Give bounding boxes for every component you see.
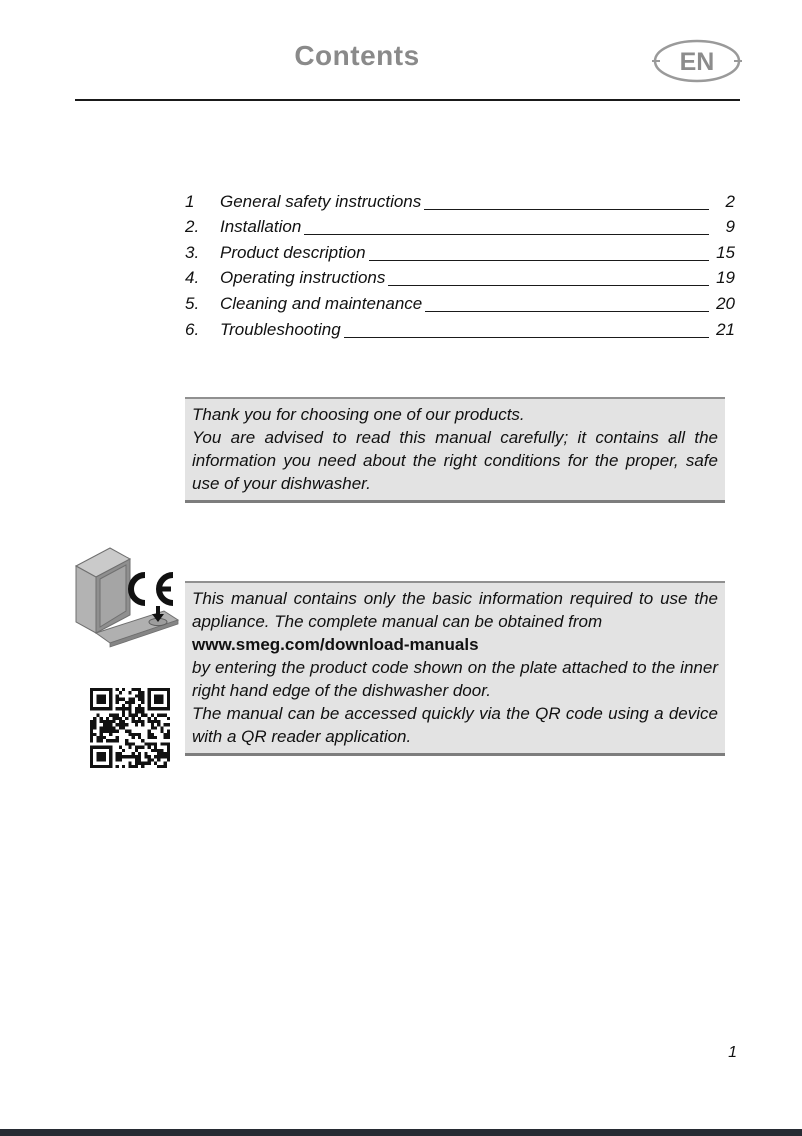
toc-leader-line [425, 308, 709, 312]
toc-label: Installation [220, 217, 302, 237]
manual-info-body1: by entering the product code shown on the plate attached to the inner right hand edge of the dishwasher door. [192, 658, 718, 700]
toc-number: 6. [185, 319, 200, 339]
dishwasher-ce-icon [74, 540, 186, 656]
welcome-note-body: You are advised to read this manual carefully; it contains all the information you need about the right conditions for the proper, safe use of your dishwasher. [192, 428, 718, 493]
toc-page-number: 19 [716, 268, 735, 288]
table-of-contents [185, 186, 735, 340]
manual-info-box [185, 581, 725, 756]
toc-page-number: 20 [716, 293, 735, 313]
welcome-note-line1: Thank you for choosing one of our products. [192, 405, 525, 424]
toc-label: General safety instructions [220, 191, 422, 211]
header-divider [75, 99, 740, 101]
toc-leader-line [304, 231, 709, 235]
toc-leader-line [388, 282, 709, 286]
toc-number: 4. [185, 268, 200, 288]
toc-number: 1 [185, 191, 195, 211]
download-manuals-url[interactable]: www.smeg.com/download-manuals [192, 635, 479, 654]
welcome-note-box [185, 397, 725, 503]
toc-label: Cleaning and maintenance [220, 293, 423, 313]
toc-leader-line [369, 257, 709, 261]
language-oval-icon [652, 38, 742, 84]
toc-leader-line [424, 206, 709, 210]
page-number: 1 [728, 1044, 737, 1061]
ce-mark-icon [131, 575, 173, 603]
qr-code-icon [90, 688, 170, 768]
toc-entry-cleaning-maintenance[interactable] [185, 288, 735, 314]
language-badge [652, 38, 742, 84]
toc-entry-installation[interactable] [185, 212, 735, 238]
toc-number: 2. [185, 217, 200, 237]
toc-entry-troubleshooting[interactable] [185, 314, 735, 340]
toc-page-number: 2 [725, 191, 735, 211]
toc-entry-product-description[interactable] [185, 237, 735, 263]
language-label: EN [679, 48, 715, 76]
toc-entry-general-safety[interactable] [185, 186, 735, 212]
toc-leader-line [344, 334, 709, 338]
toc-label: Troubleshooting [220, 319, 341, 339]
toc-page-number: 9 [725, 217, 735, 237]
toc-page-number: 15 [716, 242, 735, 262]
page-title: Contents [294, 40, 420, 71]
toc-entry-operating-instructions[interactable] [185, 263, 735, 289]
manual-info-body2: The manual can be accessed quickly via the QR code using a device with a QR reader application. [192, 704, 718, 746]
manual-info-intro: This manual contains only the basic information required to use the appliance. The complete manual can be obtained from [192, 589, 718, 631]
toc-label: Product description [220, 242, 366, 262]
toc-label: Operating instructions [220, 268, 386, 288]
toc-number: 3. [185, 242, 200, 262]
toc-number: 5. [185, 293, 200, 313]
toc-page-number: 21 [716, 319, 735, 339]
footer-bar [0, 1129, 802, 1136]
